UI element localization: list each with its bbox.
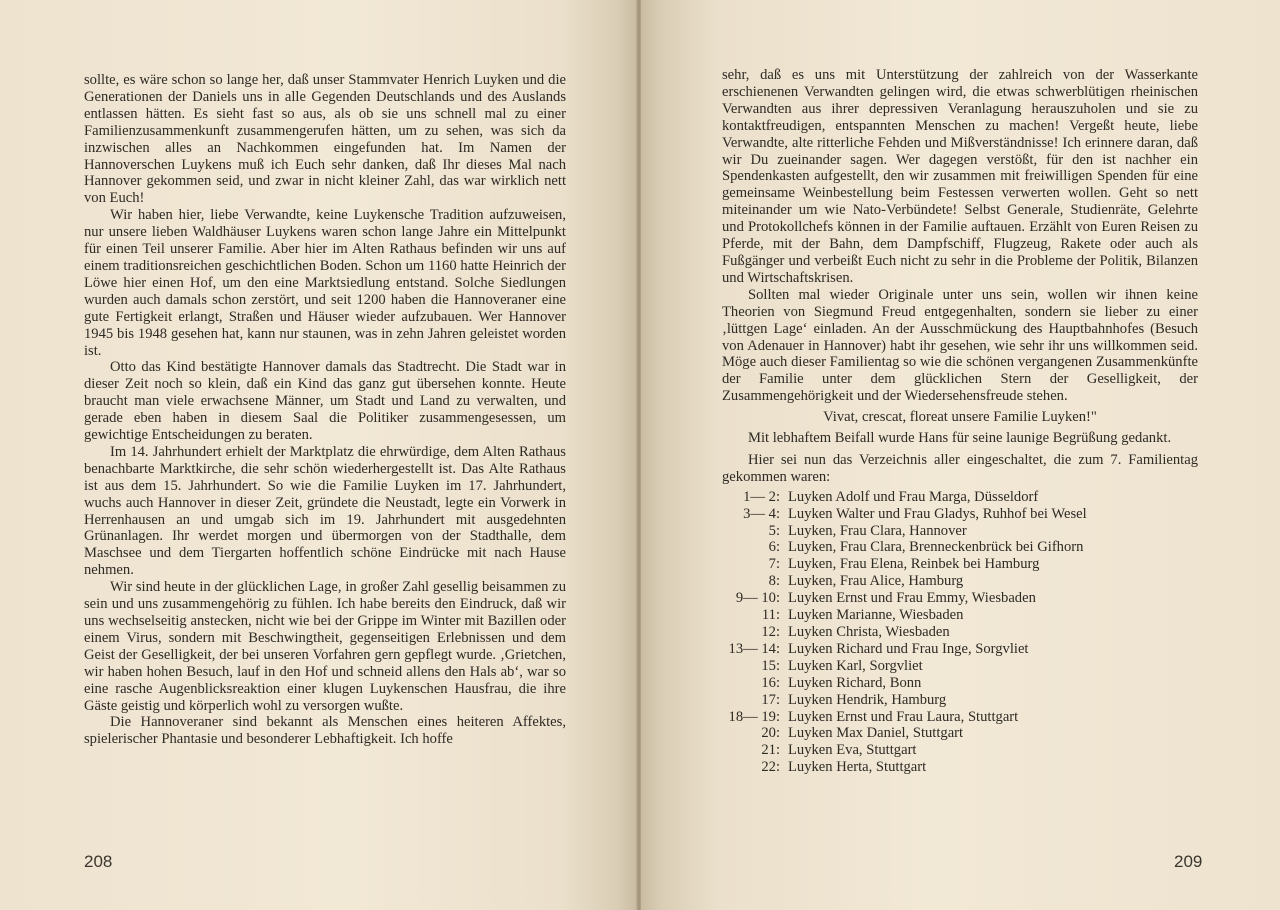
- register-row: [722, 590, 1087, 607]
- register-row: [722, 692, 1087, 709]
- register-row: [722, 725, 1087, 742]
- paragraph: sollte, es wäre schon so lange her, daß unser Stammvater Henrich Luyken und die Generationen der Daniels uns in alle Gegenden Deutschlands und des Auslands entlassen hätten. Es sieht fast so aus, als ob sie uns schnell mal zu einer Familienzusammenkunft zusammengerufen hätten, um zu sehen, was sich da inzwischen alles an Nachkommen eingefunden hat. Im Namen der Hannoverschen Luykens muß ich Euch sehr danken, daß Ihr dieses Mal nach Hannover gekommen seid, und zwar in nicht kleiner Zahl, das war wirklich nett von Euch!: [84, 72, 566, 207]
- paragraph: Im 14. Jahrhundert erhielt der Marktplatz die ehrwürdige, dem Alten Rathaus benachbarte Marktkirche, die sehr schön wiederhergestellt ist. Das Alte Rathaus ist aus dem 15. Jahrhundert. So wie die Familie Luyken im 17. Jahrhundert, wuchs auch Hannover in dieser Zeit, gründete die Neustadt, legte ein Vorwerk in Herrenhausen an und umgab sich im 19. Jahrhundert mit ausgedehnten Grünanlagen. Ihr werdet morgen und übermorgen von der Stadthalle, dem Maschsee und dem Tiergarten hoffentlich schöne Eindrücke mit nach Hause nehmen.: [84, 443, 566, 579]
- paragraph: Sollten mal wieder Originale unter uns sein, wollen wir ihnen keine Theorien von Siegmund Freud entgegenhalten, sondern sie lieber zu einer ‚lüttgen Lage‘ einladen. An der Ausschmückung des Hauptbahnhofes (Besuch von Adenauer in Hannover) habt ihr gesehen, wie sehr ihr uns willkommen seid. Möge auch dieser Familientag so wie die schönen vergangenen Zusammenkünfte der Familie unter dem glücklichen Stern der Geselligkeit, der Zusammengehörigkeit und der Wiedersehensfreude stehen.: [722, 286, 1198, 405]
- register-row: [722, 539, 1087, 556]
- register-entry: Luyken Karl, Sorgvliet: [788, 657, 923, 674]
- register-entry: Luyken, Frau Clara, Brenneckenbrück bei Gifhorn: [788, 539, 1084, 556]
- register-row: [722, 624, 1087, 641]
- paragraph: Wir sind heute in der glücklichen Lage, in großer Zahl gesellig beisammen zu sein und uns zusammengehörig zu fühlen. Ich habe bereits den Eindruck, daß wir uns wechselseitig anstecken, nicht wie bei der Grippe im Winter mit Bazillen oder einem Virus, sondern mit Beschwingtheit, gegenseitigen Erlebnissen und dem Geist der Geselligkeit, der bei unseren Vorfahren gern gepflegt wurde. ‚Grietchen, wir haben hohen Besuch, lauf in den Hof und schneid allens den Hals ab‘, war so eine rasche Augenblicksreaktion einer klugen Luykenschen Hausfrau, die ihre Gäste geistig und körperlich wohl zu versorgen wußte.: [84, 579, 566, 714]
- register-row: [722, 759, 1087, 776]
- toast-line: Vivat, crescat, floreat unsere Familie Luyken!": [823, 409, 1097, 426]
- page-number: 208: [84, 852, 113, 871]
- register-number: 11:: [761, 607, 780, 624]
- register-entry: Luyken Christa, Wiesbaden: [788, 624, 950, 640]
- register-number: 18— 19:: [728, 708, 780, 725]
- register-entry: Luyken Hendrik, Hamburg: [788, 691, 947, 708]
- register-entry: Luyken Marianne, Wiesbaden: [788, 607, 964, 624]
- register-entry: Luyken, Frau Clara, Hannover: [788, 522, 967, 539]
- register-intro: Hier sei nun das Verzeichnis aller eingeschaltet, die zum 7. Familientag gekommen waren:: [722, 451, 1198, 485]
- register-number: 12:: [761, 624, 780, 640]
- register-row: [722, 641, 1087, 658]
- register-entry: Luyken Herta, Stuttgart: [788, 759, 927, 776]
- register-number: 22:: [761, 759, 780, 776]
- register-number: 5:: [768, 522, 780, 539]
- left-page-text: [84, 72, 566, 748]
- register-row: [722, 556, 1087, 573]
- register-row: [722, 658, 1087, 675]
- register-number: 20:: [761, 725, 780, 742]
- attendee-register: [722, 489, 1087, 776]
- paragraph: sehr, daß es uns mit Unterstützung der zahlreich von der Wasserkante erschienenen Verwandten gelingen wird, die etwas schwerblütigen rheinischen Verwandten aus ihrer depressiven Veranlagung herauszuholen und sie zu kontaktfreudigen, entspannten Menschen zu machen! Vergeßt heute, liebe Verwandte, alte ritterliche Fehden und Mißverständnisse! Ich erinnere daran, daß wir Du zueinander sagen. Wer dagegen verstößt, für den ist nachher ein Spendenkasten aufgestellt, den wir zusammen mit freiwilligen Spenden für eine gemeinsame Weinbestellung beim Festessen verwerten wollen. Geht so nett miteinander um wie Nato-Verbündete! Selbst Generale, Studienräte, Gelehrte und Protokollchefs können in der Familie auftauen. Erzählt von Euren Reisen zu Pferde, mit der Bahn, dem Dampfschiff, Flugzeug, Rakete oder auch als Fußgänger und verbeißt Euch nicht zu sehr in die Probleme der Politik, Bilanzen und Wirtschaftskrisen.: [722, 67, 1198, 286]
- paragraph: Wir haben hier, liebe Verwandte, keine Luykensche Tradition aufzuweisen, nur unsere lieben Waldhäuser Luykens waren schon lange Jahre ein Mittelpunkt für einen Teil unserer Familie. Aber hier im Alten Rathaus befinden wir uns auf einem traditionsreichen geschichtlichen Boden. Schon um 1160 hatte Heinrich der Löwe hier einen Hof, um den eine Marktsiedlung entstand. Solche Siedlungen wurden auch damals schon zerstört, und seit 1200 haben die Hannoveraner eine gute Fertigkeit erlangt, Straßen und Häuser wieder aufzubauen. Wer Hannover 1945 bis 1948 gesehen hat, kann nur staunen, was in zehn Jahren geleistet worden ist.: [84, 207, 566, 359]
- register-entry: Luyken Walter und Frau Gladys, Ruhhof bei Wesel: [788, 505, 1087, 522]
- register-entry: Luyken Adolf und Frau Marga, Düsseldorf: [788, 488, 1039, 505]
- paragraph: Mit lebhaftem Beifall wurde Hans für seine launige Begrüßung gedankt.: [748, 430, 1172, 447]
- register-number: 3— 4:: [743, 505, 780, 522]
- paragraph: Die Hannoveraner sind bekannt als Menschen eines heiteren Affektes, spielerischer Phantasie und besonderer Lebhaftigkeit. Ich hoffe: [84, 714, 566, 748]
- register-number: 13— 14:: [728, 640, 780, 657]
- register-entry: Luyken Ernst und Frau Laura, Stuttgart: [788, 708, 1019, 725]
- register-entry: Luyken Max Daniel, Stuttgart: [788, 725, 964, 742]
- register-row: [722, 607, 1087, 624]
- right-page-text: [722, 67, 1198, 776]
- register-entry: Luyken Richard, Bonn: [788, 674, 922, 691]
- register-row: [722, 709, 1087, 726]
- register-row: [722, 675, 1087, 692]
- register-entry: Luyken Eva, Stuttgart: [788, 742, 917, 759]
- register-number: 8:: [768, 573, 780, 590]
- register-row: [722, 573, 1087, 590]
- register-row: [722, 506, 1087, 523]
- register-number: 9— 10:: [735, 590, 780, 607]
- left-page: [0, 0, 637, 910]
- register-number: 21:: [761, 742, 780, 759]
- register-number: 15:: [761, 657, 780, 674]
- register-row: [722, 742, 1087, 759]
- register-row: [722, 523, 1087, 540]
- page-number: 209: [1174, 852, 1203, 871]
- register-number: 1— 2:: [743, 488, 780, 505]
- paragraph: Otto das Kind bestätigte Hannover damals das Stadtrecht. Die Stadt war in dieser Zeit noch so klein, daß ein Kind das ganz gut übersehen konnte. Heute braucht man viele erwachsene Männer, um Stadt und Land zu verwalten, und gerade eben haben in diesem Saal die Politiker zusammengesessen, um gewichtige Entscheidungen zu beraten.: [84, 359, 566, 444]
- register-entry: Luyken, Frau Elena, Reinbek bei Hamburg: [788, 556, 1040, 573]
- register-row: [722, 489, 1087, 506]
- register-number: 7:: [768, 556, 780, 573]
- register-entry: Luyken, Frau Alice, Hamburg: [788, 573, 964, 590]
- register-number: 6:: [768, 539, 780, 556]
- register-number: 17:: [761, 691, 780, 708]
- register-number: 16:: [761, 674, 780, 691]
- register-entry: Luyken Ernst und Frau Emmy, Wiesbaden: [788, 590, 1036, 607]
- register-entry: Luyken Richard und Frau Inge, Sorgvliet: [788, 640, 1029, 657]
